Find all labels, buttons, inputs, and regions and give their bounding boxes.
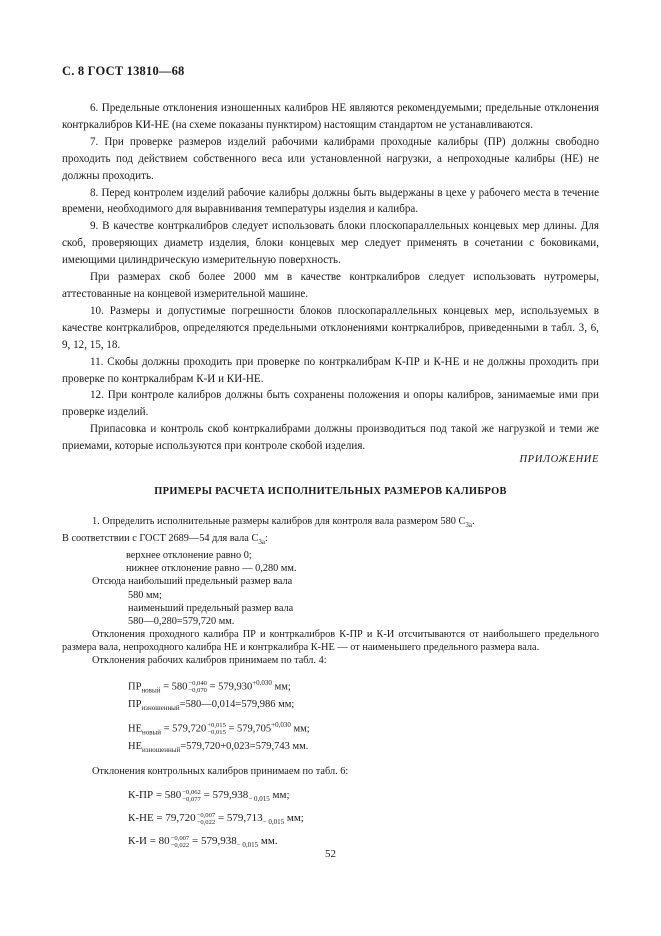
example-line: 1. Определить исполнительные размеры калибров для контроля вала размером 580 $С_{3а}$. <box>92 516 475 530</box>
paragraph-10: 10. Размеры и допустимые погрешности блоков плоскопараллельных концевых мер, используемых в качестве контркалибров, определяются предельными отклонениями контркалибров, приведенными в табл. 3, 6, 9, 12, 15, 18. <box>62 304 599 351</box>
formula-pr-worn: $ПР_{изношенный}=580—0,014=579,986$ мм; <box>128 699 295 713</box>
paragraph-6: 6. Предельные отклонения изношенных калибров НЕ являются рекомендуемыми; предельные отклонения контркалибров КИ-НЕ (на схеме показаны пунктиром) настоящим стандартом не устанавливаются. <box>62 102 599 131</box>
example-line: верхнее отклонение равно 0; <box>126 550 252 562</box>
example-line: 580—0,280=579,720 мм. <box>128 615 235 627</box>
example-line: Отклонения проходного калибра ПР и контркалибров К-ПР и К-И отсчитываются от наибольшего предельного размера вала, непроходного калибра НЕ и контркалибра К-НЕ — от наименьшего предельного размера вала. <box>62 628 599 653</box>
paragraph-12-note: Припасовка и контроль скоб контркалибрами должны производиться под такой же нагрузкой и теми же приемами, которые используются при контроле скобой изделия. <box>62 423 599 453</box>
example-line: Отсюда наибольший предельный размер вала <box>92 576 293 588</box>
example-line: Отклонения рабочих калибров принимаем по табл. 4: <box>92 655 327 667</box>
example-line: наименьший предельный размер вала <box>128 602 294 614</box>
example-line: Отклонения контрольных калибров принимаем по табл. 6: <box>92 766 349 778</box>
paragraph-9: 9. В качестве контркалибров следует использовать блоки плоскопараллельных концевых мер длины. Для скоб, проверяющих диаметр изделия, блоки концевых мер следует применять в сочетании с боковиками, имеющими цилиндрическую измерительную поверхность. <box>62 220 599 267</box>
formula-ne-new: $НЕ_{новый} = 579,720$ +0,015 −0,015 = $579,705^{+0,030}$ мм; <box>128 721 310 737</box>
section-title: ПРИМЕРЫ РАСЧЕТА ИСПОЛНИТЕЛЬНЫХ РАЗМЕРОВ КАЛИБРОВ <box>154 486 507 497</box>
paragraph-9-note: При размерах скоб более 2000 мм в качестве контркалибров следует использовать нутромеры, аттестованные на концевой измерительной машине. <box>62 271 599 300</box>
paragraph-8: 8. Перед контролем изделий рабочие калибры должны быть выдержаны в цехе у рабочего места в течение времени, необходимого для выравнивания температуры изделия и калибра. <box>62 186 599 216</box>
example-line: нижнее отклонение равно — 0,280 мм. <box>126 563 297 575</box>
example-line: 580 мм; <box>128 589 162 601</box>
calculation-example <box>62 515 599 853</box>
formula-k-ne: К-НЕ = 79,720 −0,007 −0,022 = $579,713_{- 0,015}$ мм; <box>128 811 304 827</box>
example-line: В соответствии с ГОСТ 2689—54 для вала $С_{3а}$: <box>62 533 268 547</box>
working-gauge-formulas <box>62 673 599 757</box>
page-header: С. 8 ГОСТ 13810—68 <box>62 64 185 78</box>
formula-ne-worn: $НЕ_{изношенный}=579,720+0,023=579,743$ мм. <box>128 741 309 755</box>
formula-k-i: К-И = 80 −0,007 −0,022 = $579,938_{- 0,015}$ мм. <box>128 834 278 850</box>
paragraph-12: 12. При контроле калибров должны быть сохранены положения и опоры калибров, занимаемые ими при проверке изделий. <box>62 389 599 419</box>
standard-text <box>62 100 599 455</box>
paragraph-7: 7. При проверке размеров изделий рабочими калибрами проходные калибры (ПР) должны свободно проходить под действием собственного веса или установленной нагрузки, а непроходные калибры (НЕ) не должны проходить. <box>62 135 599 182</box>
page-number: 52 <box>325 848 336 860</box>
paragraph-11: 11. Скобы должны проходить при проверке по контркалибрам К-ПР и К-НЕ и не должны проходить при проверке по контркалибрам К-И и КИ-НЕ. <box>62 355 599 385</box>
control-gauge-formulas <box>62 784 599 853</box>
formula-pr-new: $ПР_{новый} = 580$ −0,040 −0,070 = $579,930^{+0,030}$ мм; <box>128 679 291 695</box>
formula-k-pr: К-ПР = 580 −0,062 −0,077 = $579,938_{- 0,015}$ мм; <box>128 788 290 804</box>
appendix-label: ПРИЛОЖЕНИЕ <box>519 454 599 465</box>
